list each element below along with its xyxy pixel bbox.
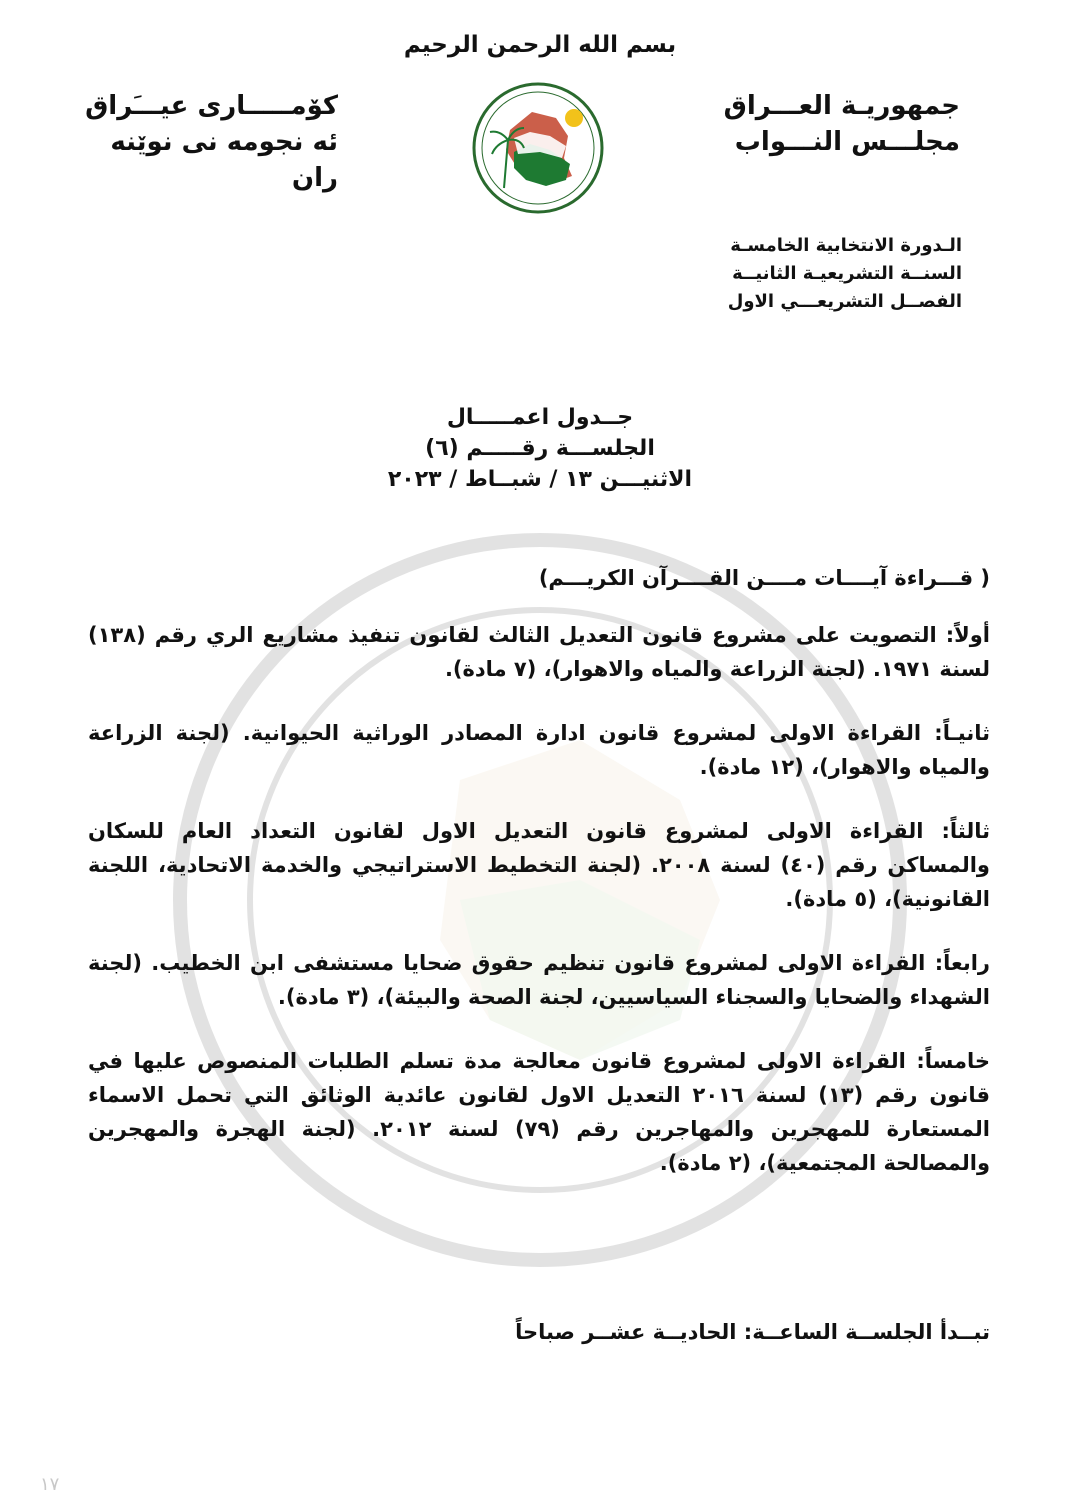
parliament-emblem-icon	[470, 80, 606, 216]
item-text: القراءة الاولى لمشروع قانون التعديل الاول لقانون التعداد العام للسكان والمساكن رقم (٤٠) لسنة ٢٠٠٨. (لجنة التخطيط الاستراتيجي والخدمة الاتحادية، اللجنة القانونية)، (٥ مادة).	[88, 819, 990, 911]
arabic-header	[700, 88, 960, 160]
kurdish-header	[78, 88, 338, 196]
session-start-time: تبــدأ الجلســة الساعــة: الحاديــة عشــر صباحاً	[515, 1320, 990, 1344]
item-ordinal: أولاً:	[945, 623, 991, 647]
item-text: التصويت على مشروع قانون التعديل الثالث لقانون تنفيذ مشاريع الري رقم (١٣٨) لسنة ١٩٧١. (لجنة الزراعة والمياه والاهوار)، (٧ مادة).	[88, 623, 990, 681]
republic-title: جمهوريـة العـــراق	[723, 91, 960, 121]
legislative-chapter: الفصــل التشريعـــي الاول	[727, 291, 962, 312]
session-info	[728, 232, 962, 316]
agenda-item	[88, 618, 990, 686]
item-ordinal: خامساً:	[916, 1049, 991, 1073]
agenda-items	[88, 618, 990, 1210]
basmala: بسم الله الرحمن الرحيم	[403, 32, 677, 58]
electoral-term: الـدورة الانتخابية الخامسـة	[730, 235, 962, 256]
item-ordinal: ثانيـاً:	[934, 721, 990, 745]
agenda-item	[88, 1044, 990, 1180]
kurdish-parliament-title: ئه نجومه نى نوێنه ران	[110, 127, 338, 193]
item-ordinal: رابعاً:	[934, 951, 991, 975]
agenda-title: جــدول اعمـــــال	[446, 405, 634, 430]
agenda-item	[88, 946, 990, 1014]
session-number: الجلســـة رقـــــم (٦)	[425, 436, 655, 461]
item-text: القراءة الاولى لمشروع قانون معالجة مدة تسلم الطلبات المنصوص عليها في قانون رقم (١٣) لسنة ٢٠١٦ التعديل الاول لقانون عائدية الوثائق التي تحمل الاسماء المستعارة للمهجرين والمهاجرين رقم (٧٩) لسنة ٢٠١٢. (لجنة الهجرة والمهجرين والمصالحة المجتمعية)، (٢ مادة).	[88, 1049, 990, 1175]
agenda-item	[88, 814, 990, 916]
item-text: القراءة الاولى لمشروع قانون ادارة المصادر الوراثية الحيوانية. (لجنة الزراعة والمياه والاهوار)، (١٢ مادة).	[88, 721, 990, 779]
item-ordinal: ثالثاً:	[941, 819, 991, 843]
agenda-item	[88, 716, 990, 784]
kurdish-republic-title: كۆمـــــارى عيـــَراق	[85, 91, 338, 121]
legislative-year: السنــة التشريعيـة الثانيــة	[732, 263, 962, 284]
page-number: ١٧	[40, 1474, 60, 1495]
agenda-heading	[0, 402, 1080, 495]
session-date: الاثنيـــن ١٣ / شبــاط / ٢٠٢٣	[387, 467, 693, 492]
quran-opening: ( قـــراءة آيــــات مــــن القــــرآن الكريـــم)	[538, 566, 990, 590]
item-text: القراءة الاولى لمشروع قانون تنظيم حقوق ضحايا مستشفى ابن الخطيب. (لجنة الشهداء والضحايا والسجناء السياسيين، لجنة الصحة والبيئة)، (٣ مادة).	[88, 951, 990, 1009]
parliament-title: مجلـــس النـــواب	[734, 127, 960, 157]
